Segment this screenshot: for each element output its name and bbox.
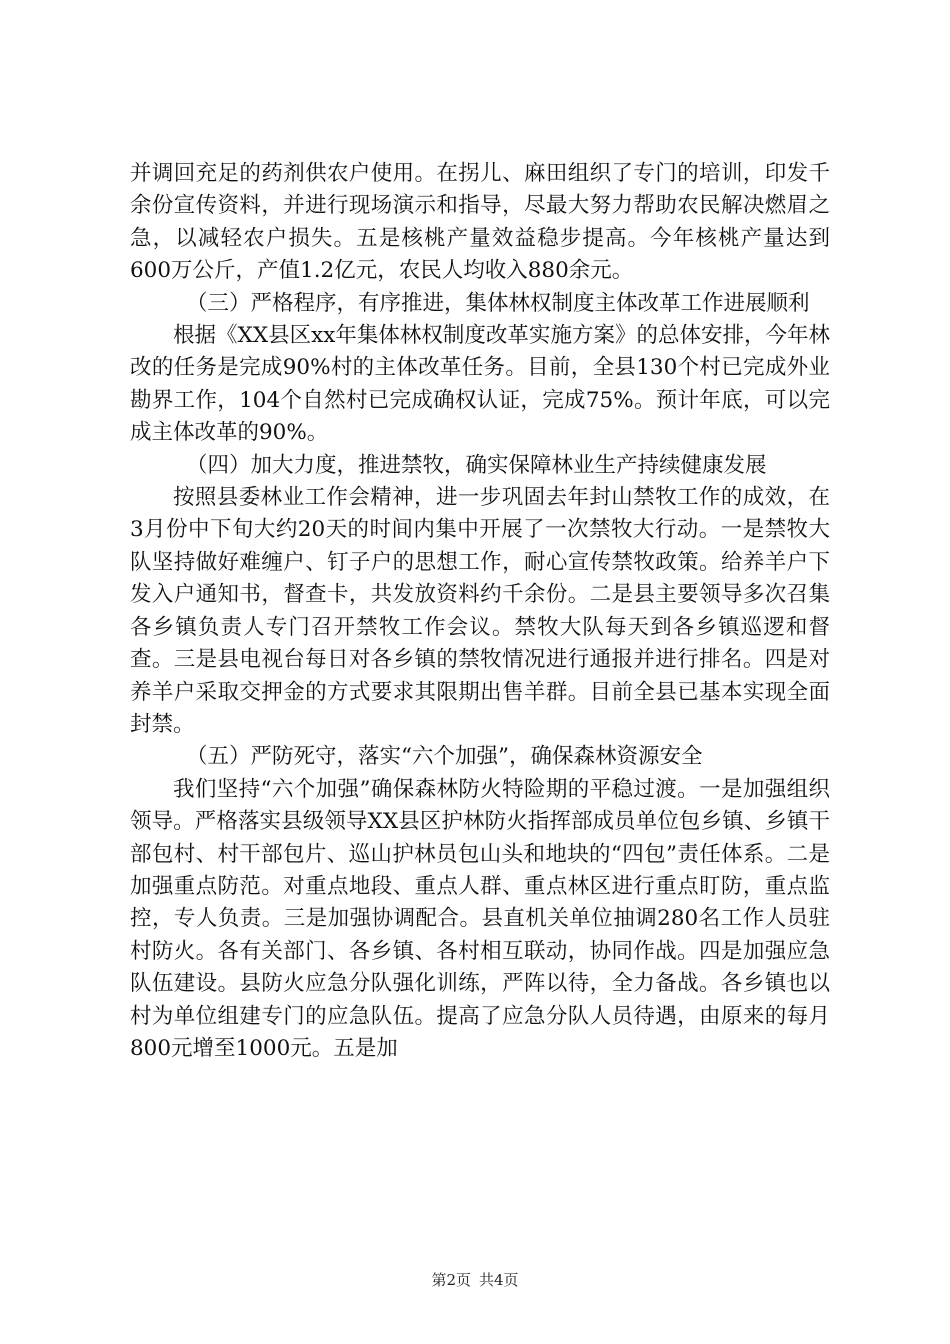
paragraph-walnut-continued: 并调回充足的药剂供农户使用。在拐儿、麻田组织了专门的培训，印发千余份宣传资料，并进行现场演示和指导，尽最大努力帮助农民解决燃眉之急，以减轻农户损失。五是核桃产量效益稳步提高。今年核桃产量达到600万公斤，产值1.2亿元，农民人均收入880余元。 [130, 161, 830, 284]
page-number: 第2页 [431, 1271, 471, 1289]
section-heading-4: （四）加大力度，推进禁牧，确实保障林业生产持续健康发展 [186, 452, 767, 478]
paragraph-fire-prevention: 我们坚持“六个加强”确保森林防火特险期的平稳过渡。一是加强组织领导。严格落实县级领导XX县区护林防火指挥部成员单位包乡镇、乡镇干部包村、村干部包片、巡山护林员包山头和地块的“四包”责任体系。二是加强重点防范。对重点地段、重点人群、重点林区进行重点盯防，重点监控，专人负责。三是加强协调配合。县直机关单位抽调280名工作人员驻村防火。各有关部门、各乡镇、各村相互联动，协同作战。四是加强应急队伍建设。县防火应急分队强化训练，严阵以待，全力备战。各乡镇也以村为单位组建专门的应急队伍。提高了应急分队人员待遇，由原来的每月800元增至1000元。五是加 [130, 776, 830, 1061]
paragraph-forest-reform: 根据《XX县区xx年集体林权制度改革实施方案》的总体安排，今年林改的任务是完成90%村的主体改革任务。目前，全县130个村已完成外业勘界工作，104个自然村已完成确权认证，完成75%。预计年底，可以完成主体改革的90%。 [130, 323, 830, 446]
paragraph-grazing-ban: 按照县委林业工作会精神，进一步巩固去年封山禁牧工作的成效，在3月份中下旬大约20天的时间内集中开展了一次禁牧大行动。一是禁牧大队坚持做好难缠户、钉子户的思想工作，耐心宣传禁牧政策。给养羊户下发入户通知书，督查卡，共发放资料约千余份。二是县主要领导多次召集各乡镇负责人专门召开禁牧工作会议。禁牧大队每天到各乡镇巡逻和督查。三是县电视台每日对各乡镇的禁牧情况进行通报并进行排名。四是对养羊户采取交押金的方式要求其限期出售羊群。目前全县已基本实现全面封禁。 [130, 485, 830, 737]
total-pages: 共4页 [479, 1271, 519, 1289]
document-body [130, 158, 830, 1065]
section-heading-5: （五）严防死守，落实“六个加强”，确保森林资源安全 [186, 744, 703, 770]
page-footer [0, 1269, 950, 1290]
section-heading-3: （三）严格程序，有序推进，集体林权制度主体改革工作进展顺利 [186, 290, 810, 316]
